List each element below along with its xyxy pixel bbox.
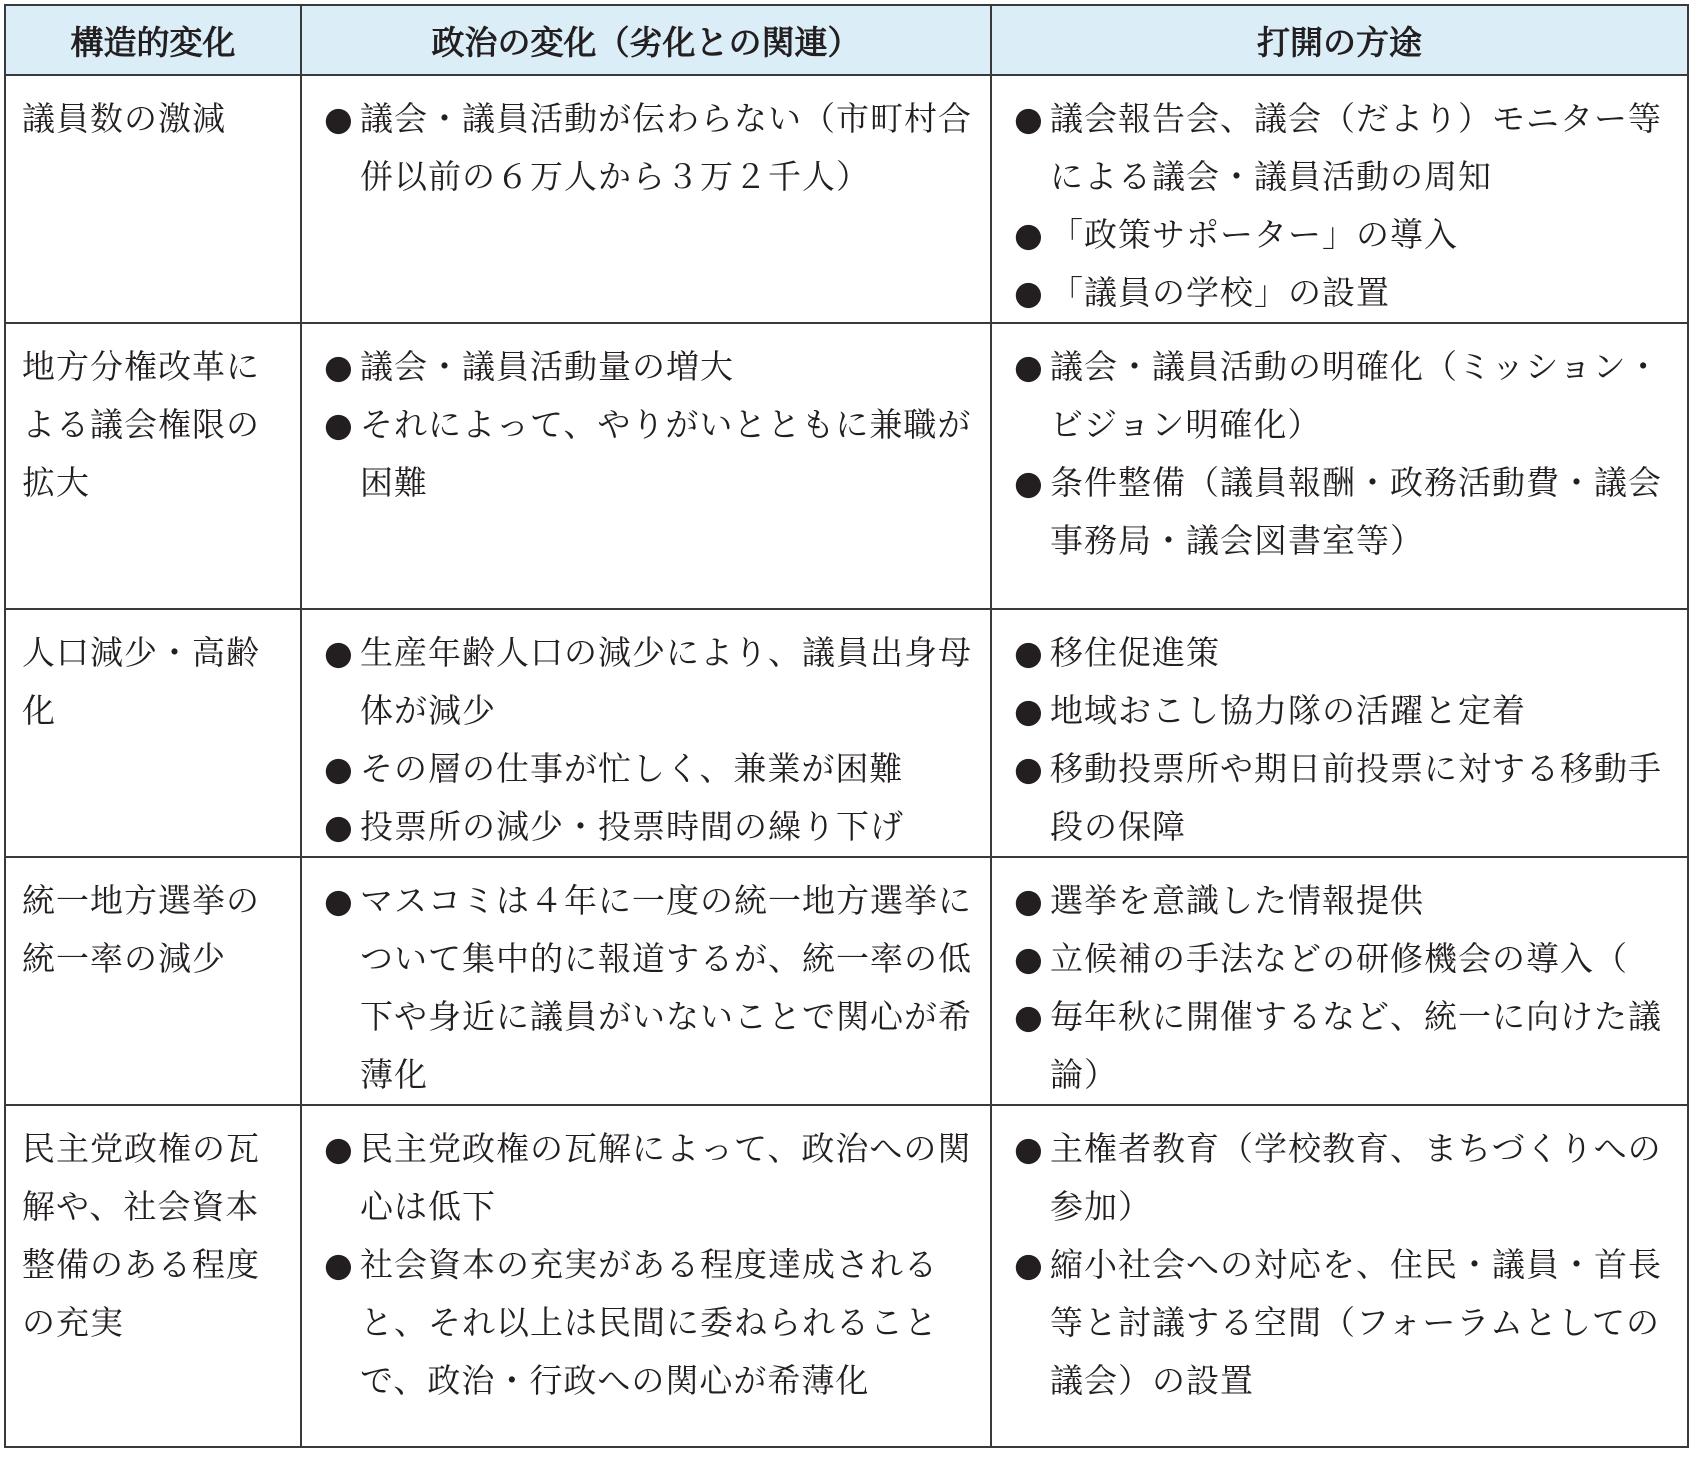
structural-change-text: 人口減少・高齢化 (22, 633, 260, 730)
comparison-table (4, 4, 1689, 1448)
bullet-icon: ● (324, 1245, 354, 1284)
structural-change-cell (5, 323, 301, 609)
list-item: ● 毎年秋に開催するなど、統一に向けた議論） (1014, 988, 1673, 1104)
list-item: ● 議会・議員活動の明確化（ミッション・ビジョン明確化） (1014, 338, 1673, 454)
list-item: ● 立候補の手法などの研修機会の導入（ (1014, 930, 1673, 988)
bullet-icon: ● (324, 1129, 354, 1168)
bullet-icon: ● (1014, 939, 1044, 978)
solutions-cell (991, 1105, 1688, 1447)
list-item: ● その層の仕事が忙しく、兼業が困難 (324, 740, 976, 798)
solutions-cell (991, 857, 1688, 1105)
list-item: ● 議会報告会、議会（だより）モニター等による議会・議員活動の周知 (1014, 90, 1673, 206)
list-item: ● 生産年齢人口の減少により、議員出身母体が減少 (324, 624, 976, 740)
political-change-cell (301, 609, 991, 857)
list-item: ● 投票所の減少・投票時間の繰り下げ (324, 798, 976, 856)
header-structural-change: 構造的変化 (5, 5, 301, 75)
list-item: ● 民主党政権の瓦解によって、政治への関心は低下 (324, 1120, 976, 1236)
bullet-icon: ● (1014, 1245, 1044, 1284)
structural-change-cell (5, 857, 301, 1105)
table-row (5, 857, 1688, 1105)
list-item: ● 議会・議員活動が伝わらない（市町村合併以前の６万人から３万２千人） (324, 90, 976, 206)
political-change-cell (301, 1105, 991, 1447)
bullet-icon: ● (324, 347, 354, 386)
political-change-cell (301, 75, 991, 323)
solutions-cell (991, 609, 1688, 857)
list-item: ● マスコミは４年に一度の統一地方選挙について集中的に報道するが、統一率の低下や身近に議員がいないことで関心が希薄化 (324, 872, 976, 1104)
list-item: ● 議会・議員活動量の増大 (324, 338, 976, 396)
bullet-icon: ● (1014, 273, 1044, 312)
list-item: ● 社会資本の充実がある程度達成されると、それ以上は民間に委ねられることで、政治・行政への関心が希薄化 (324, 1236, 976, 1410)
list-item: ● 「議員の学校」の設置 (1014, 264, 1673, 322)
structural-change-cell (5, 75, 301, 323)
list-item: ● 主権者教育（学校教育、まちづくりへの参加） (1014, 1120, 1673, 1236)
bullet-icon: ● (1014, 347, 1044, 386)
header-row (5, 5, 1688, 75)
bullet-icon: ● (324, 881, 354, 920)
bullet-icon: ● (1014, 881, 1044, 920)
bullet-icon: ● (1014, 691, 1044, 730)
header-political-change: 政治の変化（劣化との関連） (301, 5, 991, 75)
list-item: ● 移住促進策 (1014, 624, 1673, 682)
list-item: ● 選挙を意識した情報提供 (1014, 872, 1673, 930)
table-row (5, 609, 1688, 857)
bullet-icon: ● (324, 405, 354, 444)
structural-change-text: 民主党政権の瓦解や、社会資本整備のある程度の充実 (22, 1129, 260, 1342)
bullet-icon: ● (324, 807, 354, 846)
bullet-icon: ● (1014, 749, 1044, 788)
bullet-icon: ● (1014, 1129, 1044, 1168)
table-row (5, 323, 1688, 609)
table-row (5, 75, 1688, 323)
bullet-icon: ● (324, 749, 354, 788)
bullet-icon: ● (1014, 215, 1044, 254)
bullet-icon: ● (1014, 463, 1044, 502)
list-item: ● 条件整備（議員報酬・政務活動費・議会事務局・議会図書室等） (1014, 454, 1673, 570)
list-item: ● 地域おこし協力隊の活躍と定着 (1014, 682, 1673, 740)
list-item: ● 「政策サポーター」の導入 (1014, 206, 1673, 264)
header-solutions: 打開の方途 (991, 5, 1688, 75)
solutions-cell (991, 323, 1688, 609)
list-item: ● 移動投票所や期日前投票に対する移動手段の保障 (1014, 740, 1673, 856)
structural-change-cell (5, 1105, 301, 1447)
solutions-cell (991, 75, 1688, 323)
political-change-cell (301, 323, 991, 609)
bullet-icon: ● (1014, 99, 1044, 138)
bullet-icon: ● (1014, 633, 1044, 672)
table-row (5, 1105, 1688, 1447)
structural-change-cell (5, 609, 301, 857)
bullet-icon: ● (324, 99, 354, 138)
structural-change-text: 統一地方選挙の統一率の減少 (22, 881, 260, 978)
list-item: ● それによって、やりがいとともに兼職が困難 (324, 396, 976, 512)
bullet-icon: ● (1014, 997, 1044, 1036)
list-item: ● 縮小社会への対応を、住民・議員・首長等と討議する空間（フォーラムとしての議会）の設置 (1014, 1236, 1673, 1410)
structural-change-text: 議員数の激減 (22, 99, 226, 138)
structural-change-text: 地方分権改革による議会権限の拡大 (22, 347, 260, 502)
bullet-icon: ● (324, 633, 354, 672)
political-change-cell (301, 857, 991, 1105)
